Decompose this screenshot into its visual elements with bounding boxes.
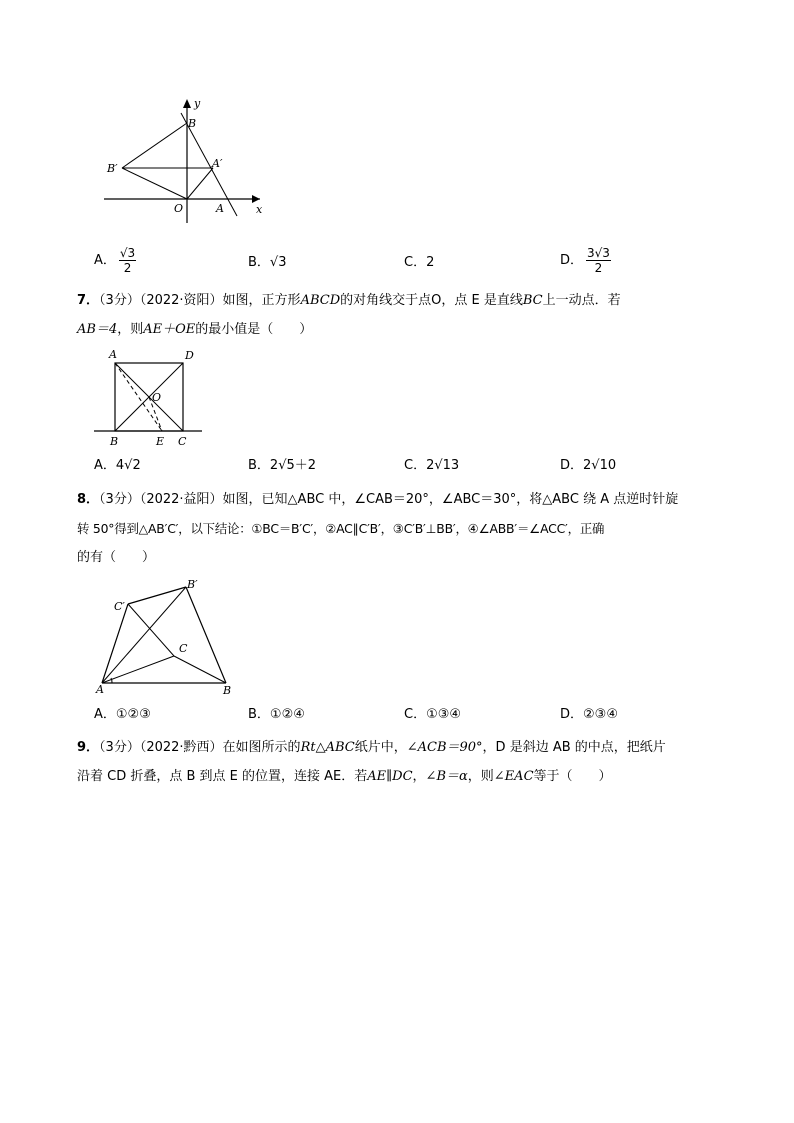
label-o: O (152, 391, 162, 404)
label-ap: A′ (212, 157, 223, 170)
q6-option-d[interactable]: D． $\frac{3√3}{2}$ (560, 246, 610, 275)
label-c: C (179, 642, 188, 655)
seg-ac (102, 656, 174, 683)
seg-cb (174, 656, 226, 683)
label-b: B (110, 435, 119, 448)
label-o: O (174, 202, 184, 215)
q8-figure (92, 578, 242, 698)
x-axis-arrow (252, 195, 260, 203)
angle-arc (111, 678, 112, 683)
q8-option-a[interactable]: A．①②③ (94, 707, 151, 722)
seg-bpo (122, 168, 187, 199)
q7-figure (92, 345, 207, 450)
q6-option-c[interactable]: C．2 (404, 255, 435, 270)
seg-bpb (186, 587, 226, 683)
q8-option-c[interactable]: C．①③④ (404, 707, 462, 722)
q7-line-2: AB＝4，则AE＋OE的最小值是（ ） (77, 322, 313, 337)
q9-line-2: 沿着 CD 折叠，点 B 到点 E 的位置，连接 AE．若AE∥DC，∠B＝α，则∠EAC等于（ ） (77, 769, 612, 784)
seg-oap (187, 168, 213, 199)
q8-line-1: 8．（3分）（2022·益阳）如图，已知△ABC 中，∠CAB＝20°，∠ABC＝30°，将△ABC 绕 A 点逆时针旋 (77, 492, 679, 507)
seg-acp (102, 604, 128, 683)
q6-option-d-fraction: $\frac{3√3}{2}$ (587, 246, 610, 275)
question-7 (77, 286, 722, 344)
label-b: B (223, 684, 232, 697)
question-8 (77, 485, 722, 572)
q7-option-b[interactable]: B．2√5＋2 (248, 458, 317, 473)
y-axis-arrow (183, 99, 191, 108)
q6-option-a[interactable]: A． $\frac{√3}{2}$ (94, 246, 136, 275)
q9-line-1: 9．（3分）（2022·黔西）在如图所示的Rt△ABC纸片中，∠ACB＝90°，D 是斜边 AB 的中点，把纸片 (77, 740, 666, 755)
q8-line-3: 的有（ ） (77, 550, 156, 565)
label-a: A (216, 202, 224, 215)
label-c: C (178, 435, 187, 448)
q8-option-b[interactable]: B．①②④ (248, 707, 305, 722)
q7-option-a[interactable]: A．4√2 (94, 458, 141, 473)
q8-line-2: 转 50°得到△AB′C′，以下结论：①BC＝B′C′，②AC∥C′B′，③C′B′⊥BB′，④∠ABB′＝∠ACC′，正确 (77, 521, 605, 536)
seg-bbp (122, 123, 187, 168)
q6-option-b[interactable]: B．√3 (248, 255, 287, 270)
label-x: x (256, 203, 263, 216)
label-cp: C′ (114, 600, 125, 613)
seg-cpc (128, 604, 174, 656)
label-e: E (156, 435, 165, 448)
label-y: y (194, 97, 201, 110)
label-bp: B′ (187, 578, 198, 591)
label-a: A (109, 348, 117, 361)
question-9 (77, 733, 722, 791)
label-bp: B′ (107, 162, 118, 175)
label-b: B (188, 117, 197, 130)
q7-option-c[interactable]: C．2√13 (404, 458, 460, 473)
q6-figure (100, 95, 275, 225)
q6-option-a-fraction: $\frac{√3}{2}$ (119, 246, 136, 275)
q8-option-d[interactable]: D．②③④ (560, 707, 618, 722)
label-d: D (185, 349, 194, 362)
label-a: A (96, 683, 104, 696)
seg-cpbp (128, 587, 186, 604)
q7-option-d[interactable]: D．2√10 (560, 458, 617, 473)
q7-line-1: 7．（3分）（2022·资阳）如图，正方形ABCD的对角线交于点O，点 E 是直线BC上一动点．若 (77, 293, 621, 308)
